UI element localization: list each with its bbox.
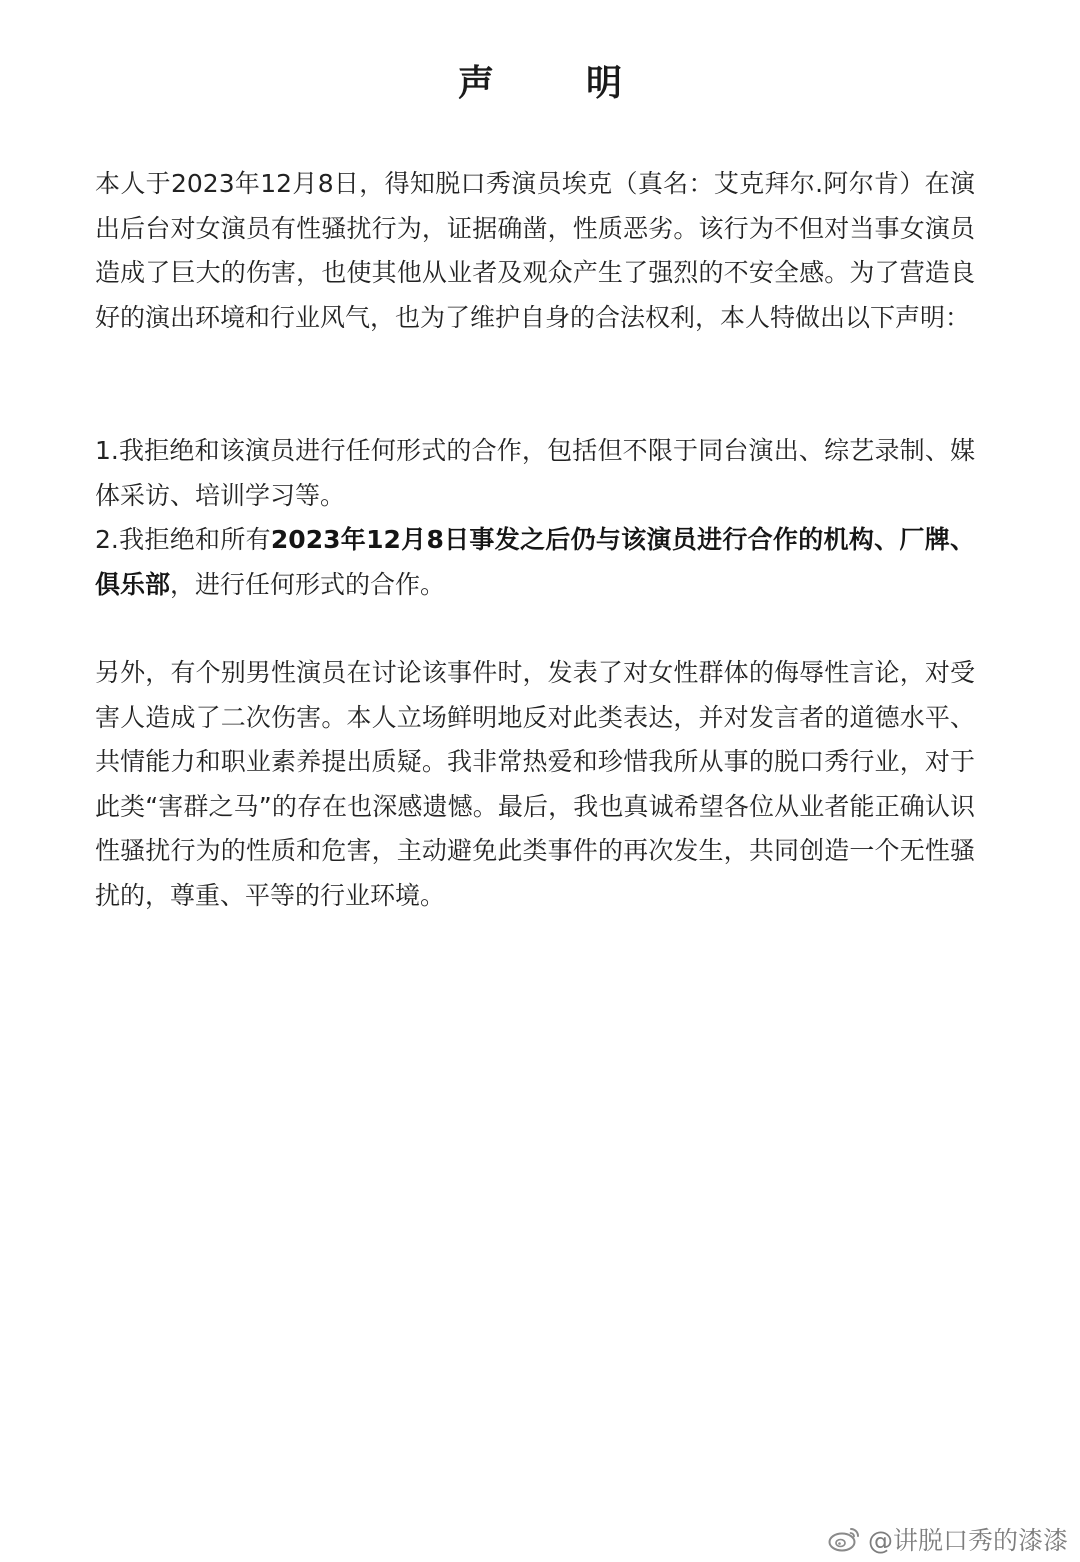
declaration-item-2-bold: 2023年12月8日事发之后仍与该演员进行合作的机构、厂牌、俱乐部 <box>95 525 975 599</box>
declaration-item-1: 1.我拒绝和该演员进行任何形式的合作，包括但不限于同台演出、综艺录制、媒体采访、培训学习等。 <box>95 436 975 510</box>
paragraph-additional: 另外，有个别男性演员在讨论该事件时，发表了对女性群体的侮辱性言论，对受害人造成了二次伤害。本人立场鲜明地反对此类表达，并对发言者的道德水平、共情能力和职业素养提出质疑。我非常热爱和珍惜我所从事的脱口秀行业，对于此类“害群之马”的存在也深感遗憾。最后，我也真诚希望各位从业者能正确认识性骚扰行为的性质和危害，主动避免此类事件的再次发生，共同创造一个无性骚扰的，尊重、平等的行业环境。 <box>95 658 975 910</box>
declaration-list <box>95 429 975 607</box>
declaration-item-2 <box>95 518 975 607</box>
declaration-item-2-suffix: ，进行任何形式的合作。 <box>170 569 446 599</box>
paragraph-intro: 本人于2023年12月8日，得知脱口秀演员埃克（真名：艾克拜尔.阿尔肯）在演出后台对女演员有性骚扰行为，证据确凿，性质恶劣。该行为不但对当事女演员造成了巨大的伤害，也使其他从业者及观众产生了强烈的不安全感。为了营造良好的演出环境和行业风气，也为了维护自身的合法权利，本人特做出以下声明： <box>95 169 975 332</box>
weibo-icon <box>828 1525 862 1553</box>
document-title: 声 明 <box>457 63 650 104</box>
declaration-item-2-prefix: 2.我拒绝和所有 <box>95 525 271 555</box>
watermark-text: @讲脱口秀的漆漆 <box>867 1526 1068 1555</box>
watermark <box>828 1522 1068 1556</box>
